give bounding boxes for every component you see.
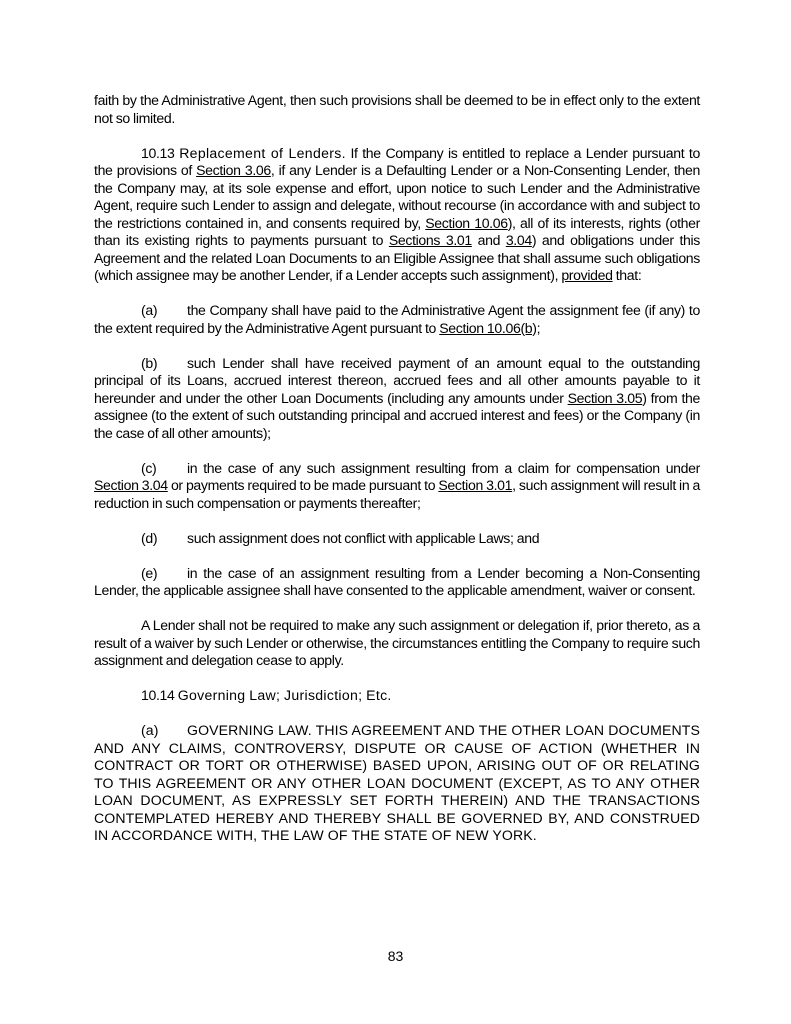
- clause-label: (b): [141, 354, 158, 371]
- section-heading: Governing Law; Jurisdiction; Etc.: [177, 687, 392, 703]
- clause-d: (d) such assignment does not conflict with applicable Laws; and: [141, 529, 540, 546]
- clause-label: (a): [141, 722, 159, 738]
- section-reference: Section 3.01: [438, 477, 513, 493]
- section-10-13: 10.13 Replacement of Lenders. If the Company is entitled to replace a Lender pursuant to the provisions of Section 3.06, if any Lender is a Defaulting Lender or a Non-Consenting Lender, then the Company may, at its sole expense and effort, upon notice to such Lender and the Administrative Agent, require such Lender to assign and delegate, without recourse (in accordance with and subject to the restrictions contained in, and consents required by, Section 10.06), all of its interests, rights (other than its existing rights to payments pursuant to Sections 3.01 and 3.04) and obligations under this Agreement and the related Loan Documents to an Eligible Assignee that shall assume such obligations (which assignee may be another Lender, if a Lender accepts such assignment), provided that:: [94, 144, 700, 283]
- section-reference: Section 3.05: [567, 389, 643, 406]
- section-reference: Sections 3.01: [388, 232, 472, 248]
- section-reference: Section 3.04: [94, 477, 168, 493]
- clause-governing-law: (a) GOVERNING LAW. THIS AGREEMENT AND THE OTHER LOAN DOCUMENTS AND ANY CLAIMS, CONTROVERSY, DISPUTE OR CAUSE OF ACTION (WHETHER IN CONTRACT OR TORT OR OTHERWISE) BASED UPON, ARISING OUT OF OR RELATING TO THIS AGREEMENT OR ANY OTHER LOAN DOCUMENT (EXCEPT, AS TO ANY OTHER LOAN DOCUMENT, AS EXPRESSLY SET FORTH THEREIN) AND THE TRANSACTIONS CONTEMPLATED HEREBY AND THEREBY SHALL BE GOVERNED BY, AND CONSTRUED IN ACCORDANCE WITH, THE LAW OF THE STATE OF NEW YORK.: [94, 722, 700, 843]
- clause-label: (a): [141, 302, 158, 318]
- section-reference: Section 10.06: [425, 214, 508, 231]
- paragraph-lender-not-required: A Lender shall not be required to make any such assignment or delegation if, prior thereto, as a result of a waiver by such Lender or otherwise, the circumstances entitling the Company to require such assignment and delegation cease to apply.: [94, 617, 700, 668]
- clause-b: (b) such Lender shall have received payment of an amount equal to the outstanding principal of its Loans, accrued interest thereon, accrued fees and all other amounts payable to it hereunder and under the other Loan Documents (including any amounts under Section 3.05) from the assignee (to the extent of such outstanding principal and accrued interest and fees) or the Company (in the case of all other amounts);: [94, 354, 700, 441]
- clause-label: (c): [141, 459, 157, 476]
- clause-label: (d): [141, 529, 158, 546]
- section-10-14: [94, 687, 700, 705]
- clause-a: (a) the Company shall have paid to the Administrative Agent the assignment fee (if any) to the extent required by the Administrative Agent pursuant to Section 10.06(b);: [94, 302, 700, 336]
- section-number: 10.14: [141, 687, 175, 703]
- page-number: 83: [387, 948, 404, 964]
- clause-e: (e) in the case of an assignment resulting from a Lender becoming a Non-Consenting Lender, the applicable assignee shall have consented to the applicable amendment, waiver or consent.: [94, 564, 700, 598]
- defined-term: provided: [561, 267, 613, 283]
- section-number: 10.13: [141, 144, 175, 161]
- clause-c: (c) in the case of any such assignment resulting from a claim for compensation under Section 3.04 or payments required to be made pursuant to Section 3.01, such assignment will result in a reduction in such compensation or payments thereafter;: [94, 459, 700, 511]
- paragraph-continuation: faith by the Administrative Agent, then such provisions shall be deemed to be in effect only to the extent not so limited.: [94, 92, 700, 126]
- clause-label: (e): [141, 564, 158, 581]
- section-reference: 3.04: [505, 232, 532, 248]
- section-heading: Replacement of Lenders.: [179, 144, 346, 161]
- section-reference: Section 3.06: [196, 162, 271, 178]
- section-reference: Section 10.06(b): [439, 319, 537, 336]
